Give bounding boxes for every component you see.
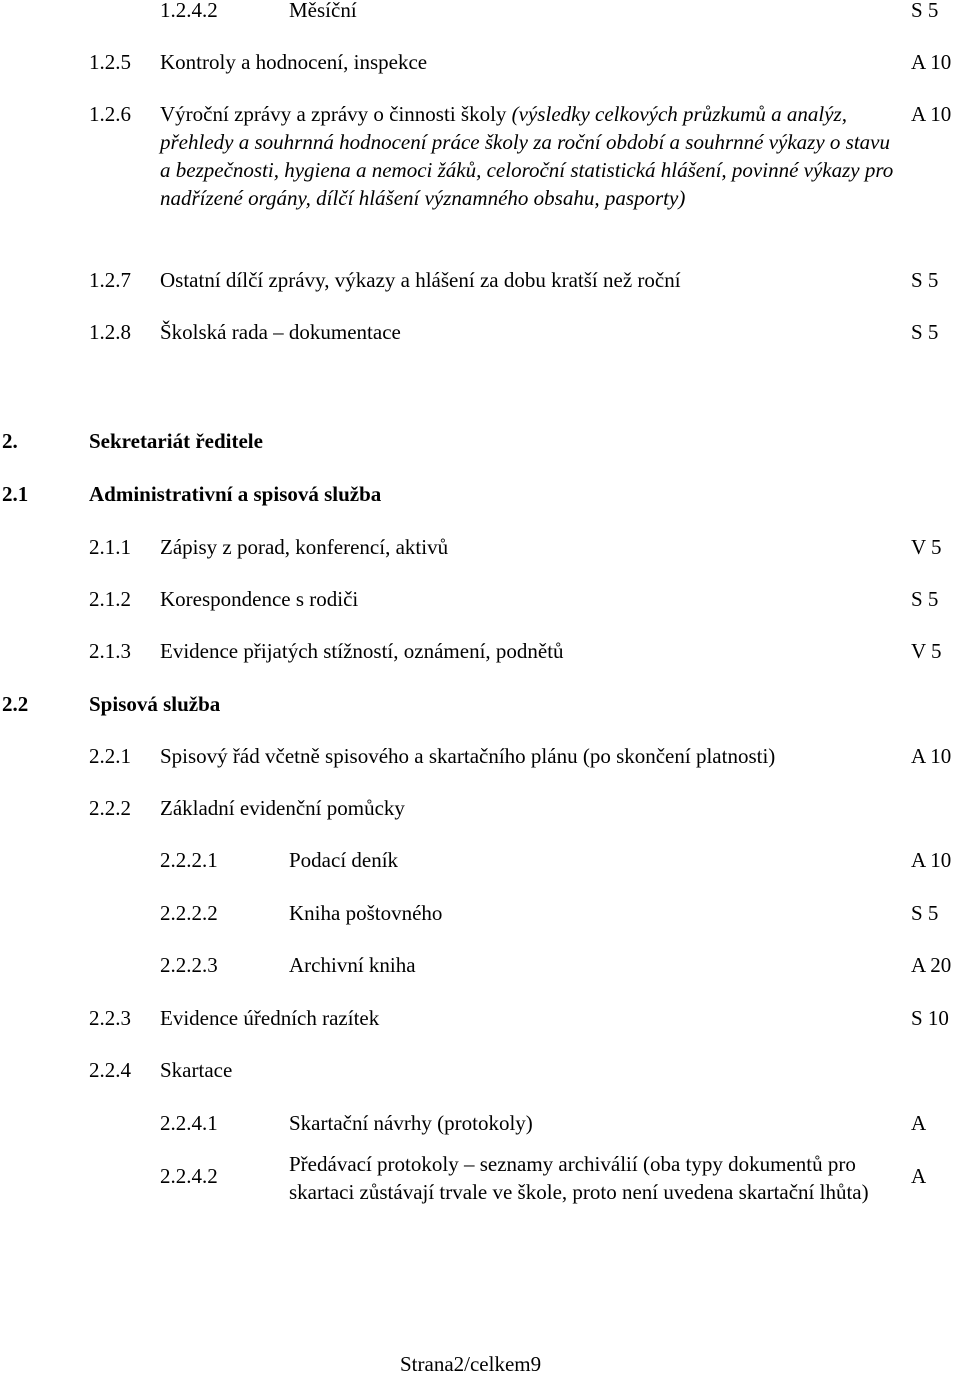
- row-title: Zápisy z porad, konferencí, aktivů: [160, 535, 449, 559]
- row-title: Spisový řád včetně spisového a skartačního plánu (po skončení platnosti): [160, 744, 776, 768]
- row-title: Školská rada – dokumentace: [160, 320, 401, 344]
- section-number: 2.1: [2, 482, 29, 506]
- row-title-detail: (výsledky celkových průzkumů a analýz, přehledy a souhrnná hodnocení práce školy za roční období a souhrnné výkazy o stavu a bezpečnosti, hygiena a nemoci žáků, celoroční statistická hlášení, povinné výkazy pro nadřízené orgány, dílčí hlášení významného obsahu, pasporty): [160, 102, 894, 210]
- section-heading: Spisová služba: [89, 692, 221, 716]
- row-number: 1.2.6: [89, 102, 131, 126]
- retention-code: A: [911, 1111, 927, 1135]
- row-number: 2.2.2.3: [160, 953, 218, 977]
- row-title: Kniha poštovného: [289, 901, 443, 925]
- section-heading: Administrativní a spisová služba: [89, 482, 382, 506]
- row-number: 2.1.2: [89, 587, 131, 611]
- row-title: Skartace: [160, 1058, 233, 1082]
- row-number: 1.2.4.2: [160, 0, 218, 22]
- retention-code: A: [911, 1164, 927, 1188]
- row-title: Evidence úředních razítek: [160, 1006, 380, 1030]
- retention-code: S 10: [911, 1006, 949, 1030]
- retention-code: S 5: [911, 320, 939, 344]
- row-title: Předávací protokoly – seznamy archiválií (oba typy dokumentů pro skartaci zůstávají trvale ve škole, proto není uvedena skartační lhůta): [289, 1152, 869, 1204]
- row-number: 2.2.4.1: [160, 1111, 218, 1135]
- section-heading: Sekretariát ředitele: [89, 429, 263, 453]
- retention-code: A 10: [911, 50, 952, 74]
- row-title: Skartační návrhy (protokoly): [289, 1111, 533, 1135]
- row-title: Archivní kniha: [289, 953, 416, 977]
- retention-code: A 10: [911, 102, 952, 126]
- row-title: Evidence přijatých stížností, oznámení, podnětů: [160, 639, 564, 663]
- section-number: 2.: [2, 429, 18, 453]
- row-title: Kontroly a hodnocení, inspekce: [160, 50, 428, 74]
- row-title: Ostatní dílčí zprávy, výkazy a hlášení za dobu kratší než roční: [160, 268, 681, 292]
- row-title: Podací deník: [289, 848, 399, 872]
- retention-code: S 5: [911, 0, 939, 22]
- page-number: Strana2/celkem9: [400, 1352, 542, 1376]
- row-number: 2.2.4: [89, 1058, 131, 1082]
- retention-code: S 5: [911, 901, 939, 925]
- row-number: 2.2.2.2: [160, 901, 218, 925]
- row-number: 2.1.1: [89, 535, 131, 559]
- row-title-paragraph: [160, 100, 895, 212]
- row-title: Korespondence s rodiči: [160, 587, 359, 611]
- row-number: 2.2.2: [89, 796, 131, 820]
- row-number: 2.2.2.1: [160, 848, 218, 872]
- retention-code: S 5: [911, 587, 939, 611]
- section-number: 2.2: [2, 692, 29, 716]
- retention-code: S 5: [911, 268, 939, 292]
- retention-code: A 10: [911, 744, 952, 768]
- row-number: 2.2.1: [89, 744, 131, 768]
- row-number: 1.2.7: [89, 268, 131, 292]
- row-title: Základní evidenční pomůcky: [160, 796, 405, 820]
- row-number: 2.2.3: [89, 1006, 131, 1030]
- row-title: Výroční zprávy a zprávy o činnosti školy: [160, 102, 507, 126]
- retention-code: A 20: [911, 953, 952, 977]
- retention-code: A 10: [911, 848, 952, 872]
- row-number: 1.2.5: [89, 50, 131, 74]
- retention-code: V 5: [911, 639, 942, 663]
- row-number: 1.2.8: [89, 320, 131, 344]
- row-number: 2.2.4.2: [160, 1164, 218, 1188]
- retention-code: V 5: [911, 535, 942, 559]
- row-title: Měsíční: [289, 0, 357, 22]
- row-number: 2.1.3: [89, 639, 131, 663]
